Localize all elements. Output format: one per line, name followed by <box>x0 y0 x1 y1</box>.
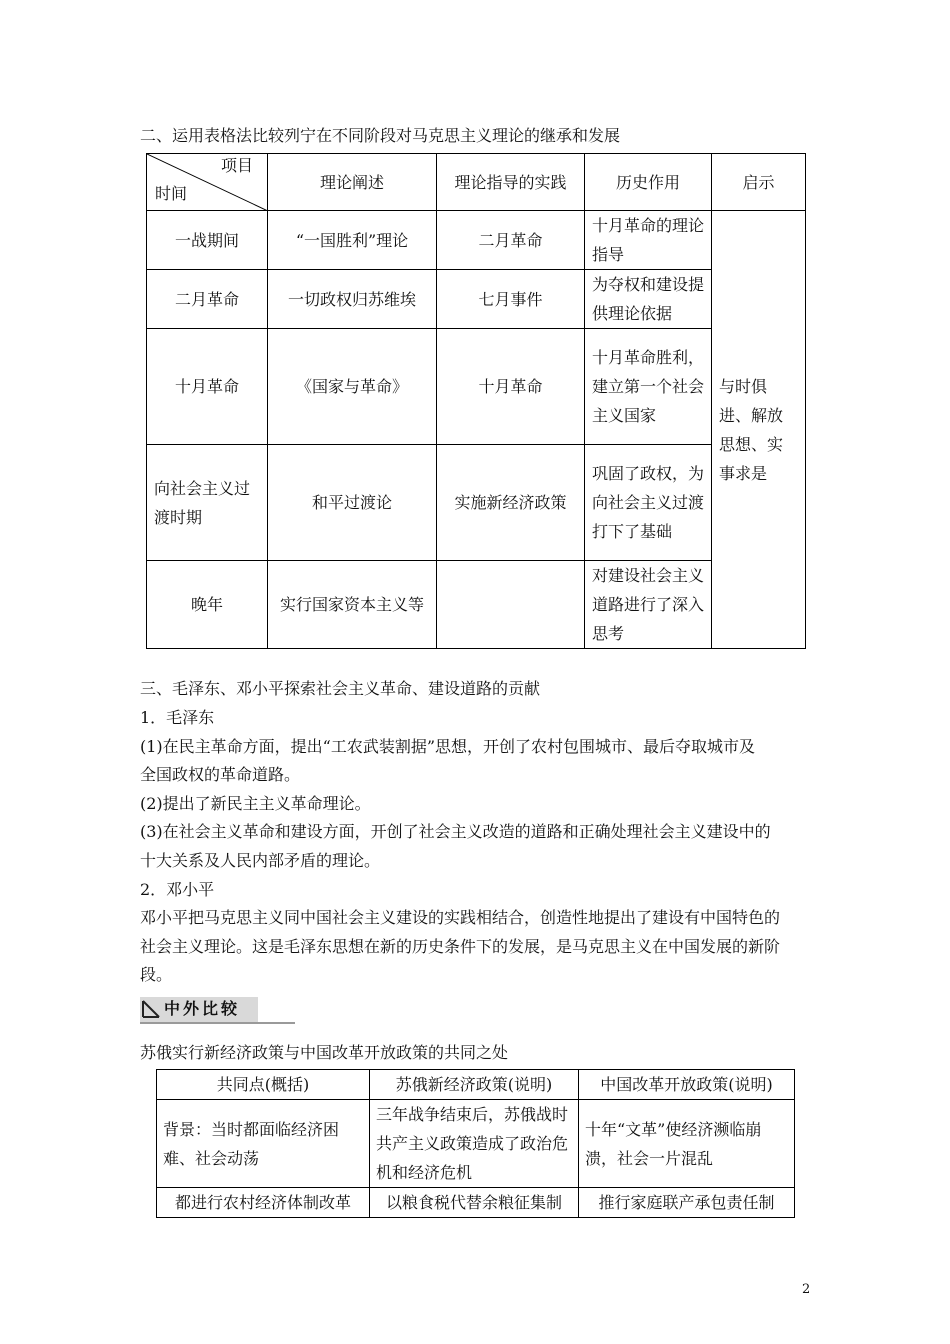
row-china-policy: 推行家庭联产承包责任制 <box>579 1188 795 1218</box>
page-number: 2 <box>802 1282 811 1297</box>
header-theory: 理论阐述 <box>268 154 437 211</box>
table-row <box>157 1188 795 1218</box>
row-effect: 十月革命的理论指导 <box>585 211 712 270</box>
header-time-label: 时间 <box>155 184 188 203</box>
mao-point-1-cont: 全国政权的革命道路。 <box>140 765 301 784</box>
policy-comparison-table <box>156 1069 795 1218</box>
compare-intro: 苏俄实行新经济政策与中国改革开放政策的共同之处 <box>140 1043 509 1062</box>
row-common-point: 都进行农村经济体制改革 <box>157 1188 370 1218</box>
header-insight: 启示 <box>712 154 806 211</box>
row-time: 十月革命 <box>147 329 268 445</box>
diagonal-marker-icon <box>142 1000 160 1018</box>
table-header-row <box>147 154 806 211</box>
deng-para-line1: 邓小平把马克思主义同中国社会主义建设的实践相结合，创造性地提出了建设有中国特色的 <box>140 908 781 927</box>
table-row <box>147 445 806 561</box>
row-effect: 巩固了政权，为向社会主义过渡打下了基础 <box>585 445 712 561</box>
row-china-policy: 十年“文革”使经济濒临崩溃，社会一片混乱 <box>579 1100 795 1188</box>
table-row <box>147 211 806 270</box>
row-effect: 十月革命胜利，建立第一个社会主义国家 <box>585 329 712 445</box>
header-practice: 理论指导的实践 <box>437 154 585 211</box>
insight-cell: 与时俱进、解放思想、实事求是 <box>712 211 806 649</box>
header-effect: 历史作用 <box>585 154 712 211</box>
row-common-point: 背景：当时都面临经济困难、社会动荡 <box>157 1100 370 1188</box>
row-time: 向社会主义过渡时期 <box>147 445 268 561</box>
deng-para-line2: 社会主义理论。这是毛泽东思想在新的历史条件下的发展，是马克思主义在中国发展的新阶 <box>140 937 781 956</box>
row-practice: 二月革命 <box>437 211 585 270</box>
section-header-rule <box>140 1022 295 1024</box>
table-row <box>157 1100 795 1188</box>
deng-para-line3: 段。 <box>140 965 173 984</box>
compare-section-label: 中外比较 <box>164 999 241 1018</box>
compare-section-header <box>140 997 295 1025</box>
row-practice: 十月革命 <box>437 329 585 445</box>
table-header-row <box>157 1070 795 1100</box>
table-row <box>147 270 806 329</box>
header-item-label: 项目 <box>220 156 253 175</box>
row-time: 二月革命 <box>147 270 268 329</box>
row-theory: 一切政权归苏维埃 <box>268 270 437 329</box>
section2-heading: 二、运用表格法比较列宁在不同阶段对马克思主义理论的继承和发展 <box>140 126 621 145</box>
mao-title: 1．毛泽东 <box>140 708 215 727</box>
row-theory: 和平过渡论 <box>268 445 437 561</box>
mao-point-3-cont: 十大关系及人民内部矛盾的理论。 <box>140 851 381 870</box>
row-practice <box>437 561 585 649</box>
header-soviet-policy: 苏俄新经济政策(说明) <box>370 1070 579 1100</box>
header-common-point: 共同点(概括) <box>157 1070 370 1100</box>
table-row <box>147 329 806 445</box>
mao-point-1: (1)在民主革命方面，提出“工农武装割据”思想，开创了农村包围城市、最后夺取城市及 <box>140 737 756 756</box>
diagonal-header-cell <box>147 154 268 211</box>
row-effect: 对建设社会主义道路进行了深入思考 <box>585 561 712 649</box>
row-soviet-policy: 以粮食税代替余粮征集制 <box>370 1188 579 1218</box>
row-theory: 《国家与革命》 <box>268 329 437 445</box>
deng-title: 2．邓小平 <box>140 880 215 899</box>
section3-heading: 三、毛泽东、邓小平探索社会主义革命、建设道路的贡献 <box>140 679 541 698</box>
row-practice: 实施新经济政策 <box>437 445 585 561</box>
table-row <box>147 561 806 649</box>
row-time: 晚年 <box>147 561 268 649</box>
lenin-theory-table <box>146 153 806 649</box>
row-theory: “一国胜利”理论 <box>268 211 437 270</box>
mao-point-2: (2)提出了新民主主义革命理论。 <box>140 794 371 813</box>
header-china-policy: 中国改革开放政策(说明) <box>579 1070 795 1100</box>
mao-point-3: (3)在社会主义革命和建设方面，开创了社会主义改造的道路和正确处理社会主义建设中的 <box>140 822 771 841</box>
row-theory: 实行国家资本主义等 <box>268 561 437 649</box>
row-soviet-policy: 三年战争结束后，苏俄战时共产主义政策造成了政治危机和经济危机 <box>370 1100 579 1188</box>
row-time: 一战期间 <box>147 211 268 270</box>
row-effect: 为夺权和建设提供理论依据 <box>585 270 712 329</box>
row-practice: 七月事件 <box>437 270 585 329</box>
